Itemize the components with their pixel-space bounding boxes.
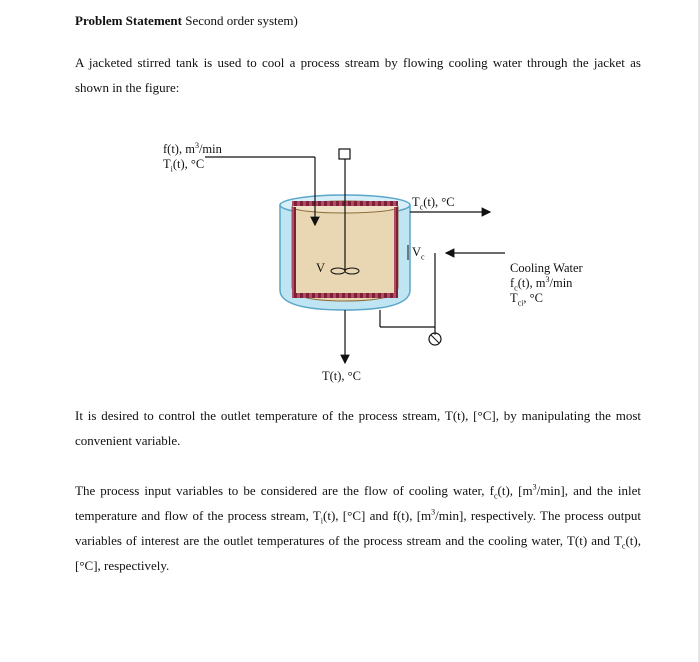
p3-e-sub: c	[621, 541, 626, 551]
p3-c: /min], and the inlet temperature and flow of the process stream, T	[75, 483, 642, 523]
p3-d-sup: 3	[431, 507, 436, 517]
p3-e: /min], respectively. The process output variables of interest are the outlet temperatures of the process stream and the cooling water, T(t) and T	[75, 508, 641, 548]
control-objective-paragraph: It is desired to control the outlet temperature of the process stream, T(t), [°C], by manipulating the most convenient variable.	[75, 408, 641, 448]
jacketed-tank-figure	[150, 135, 630, 395]
inlet-flow-text: f(t), m	[163, 142, 195, 156]
p3-a: The process input variables to be considered are the flow of cooling water, f	[75, 483, 494, 498]
tank-volume-label: V	[316, 261, 326, 275]
cw-flow-unit: /min	[549, 276, 573, 290]
inlet-flow-unit: /min	[198, 142, 222, 156]
cooling-water-title: Cooling Water	[510, 261, 583, 275]
title-rest: Second order system)	[181, 13, 298, 28]
cooling-water-labels	[510, 261, 583, 306]
cw-temp-unit: , °C	[523, 291, 544, 305]
p3-f: (t), [°C], respectively.	[75, 533, 641, 573]
p3-c-sub: i	[320, 516, 324, 526]
coolant-out-unit: (t), °C	[423, 195, 455, 209]
cw-flow-sub: c	[514, 283, 518, 293]
cw-flow-sup: 3	[545, 274, 550, 284]
p3-b-sup: 3	[532, 482, 537, 492]
jacket-volume-label	[412, 245, 425, 260]
cw-flow-text: f	[510, 276, 515, 290]
cw-flow-mid: (t), m	[517, 276, 546, 290]
intro-paragraph: A jacketed stirred tank is used to cool a process stream by flowing cooling water through the jacket as shown in the figure:	[75, 55, 641, 95]
outlet-label: T(t), °C	[322, 369, 362, 383]
inlet-temp-sub: i	[170, 164, 173, 174]
problem-title	[75, 8, 641, 33]
variables-paragraph	[75, 478, 641, 578]
p3-a-sub: c	[493, 491, 498, 501]
inlet-labels	[163, 142, 222, 172]
inlet-flow-sup: 3	[194, 140, 199, 150]
inlet-temp-text: T	[163, 157, 171, 171]
coolant-out-text: T	[412, 195, 420, 209]
coolant-out-sub: c	[419, 202, 424, 212]
p3-b: (t), [m	[497, 483, 533, 498]
coolant-out-label	[412, 195, 455, 210]
p3-d: (t), [°C] and f(t), [m	[323, 508, 432, 523]
jacket-volume-sub: c	[421, 252, 425, 262]
cw-temp-text: T	[510, 291, 518, 305]
jacket-volume-text: V	[412, 245, 422, 259]
cw-temp-sub: ci	[517, 298, 524, 308]
inlet-temp-unit: (t), °C	[172, 157, 205, 171]
title-bold: Problem Statement	[75, 13, 182, 28]
